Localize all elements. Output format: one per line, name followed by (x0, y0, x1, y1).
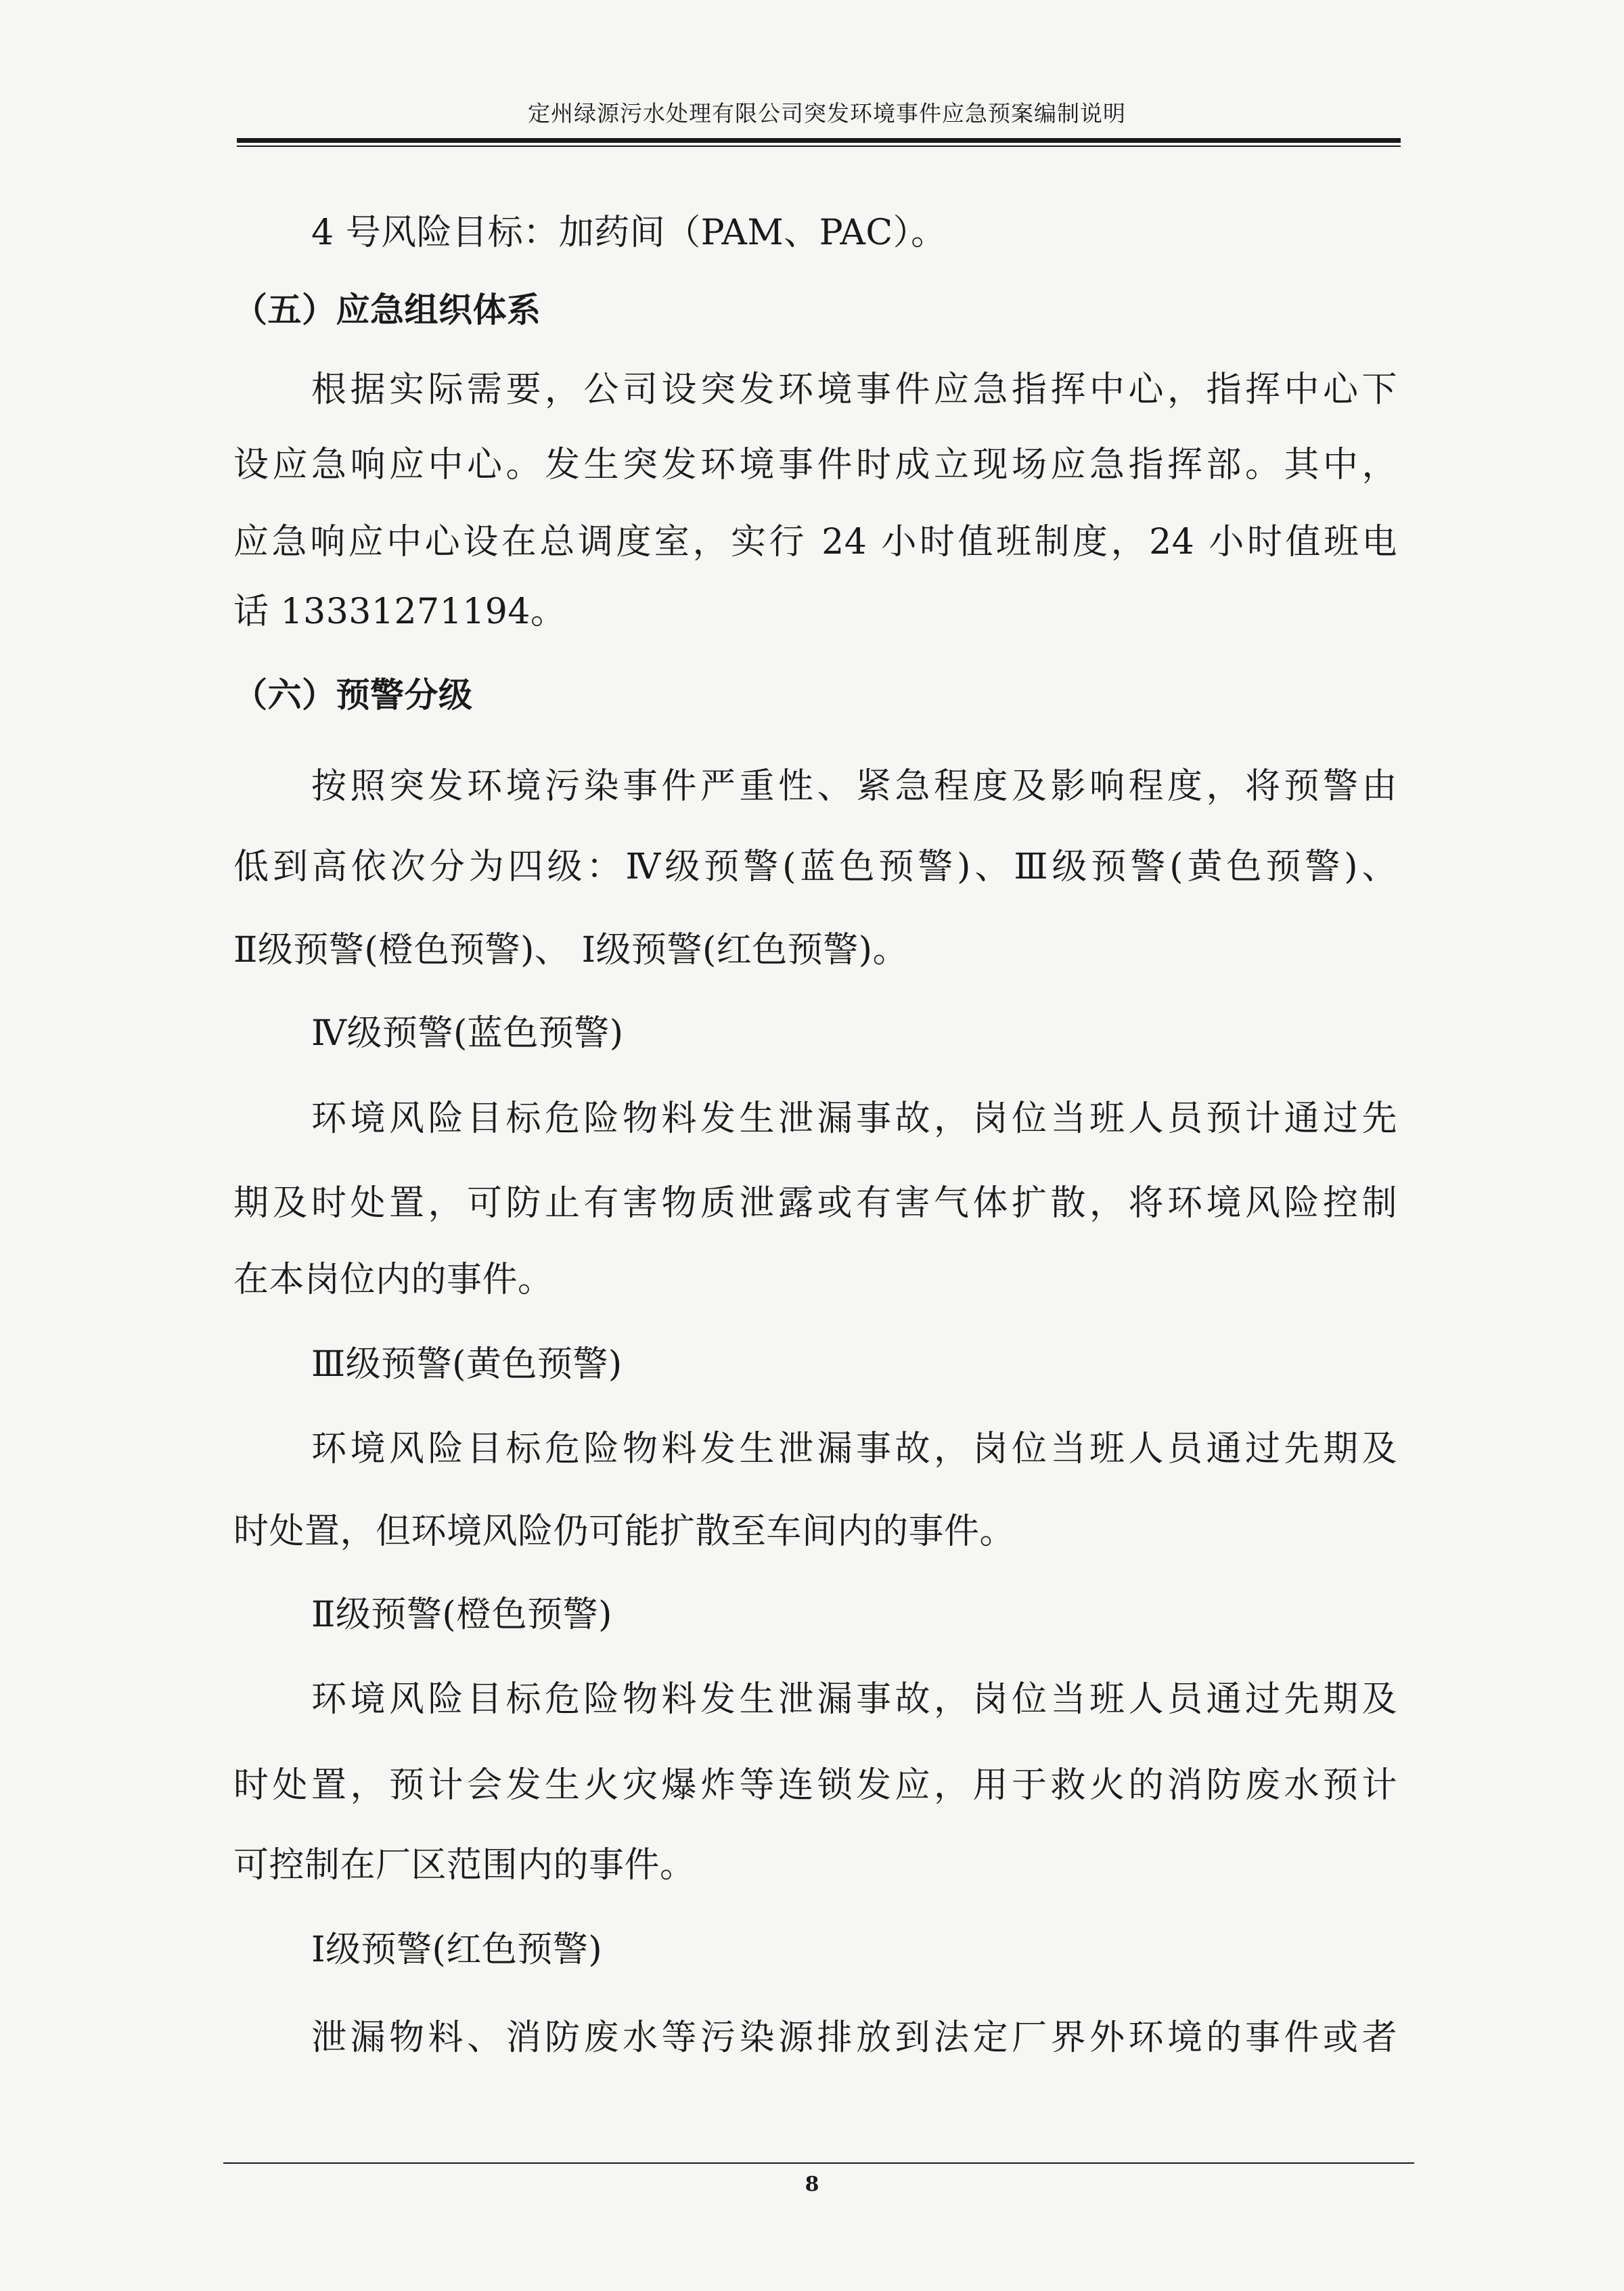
paragraph-line: 话 13331271194。 (233, 592, 566, 632)
paragraph-line: 期及时处置，可防止有害物质泄露或有害气体扩散，将环境风险控制 (233, 1183, 1397, 1224)
paragraph-line: 根据实际需要，公司设突发环境事件应急指挥中心，指挥中心下 (311, 370, 1397, 410)
header-rule (237, 138, 1401, 143)
paragraph-line: 时处置，但环境风险仍可能扩散至车间内的事件。 (233, 1511, 1016, 1552)
paragraph-line: 环境风险目标危险物料发生泄漏事故，岗位当班人员通过先期及 (311, 1679, 1397, 1720)
paragraph-line: 时处置，预计会发生火灾爆炸等连锁发应，用于救火的消防废水预计 (233, 1765, 1397, 1806)
footer-rule (223, 2162, 1414, 2164)
paragraph-line: 在本岗位内的事件。 (233, 1260, 554, 1300)
paragraph-line: 4 号风险目标：加药间（PAM、PAC）。 (311, 213, 947, 253)
paragraph-line: 低到高依次分为四级：Ⅳ级预警(蓝色预警)、Ⅲ级预警(黄色预警)、 (233, 847, 1397, 887)
paragraph-line: 应急响应中心设在总调度室，实行 24 小时值班制度，24 小时值班电 (233, 522, 1397, 562)
warning-level-title: Ⅱ级预警(橙色预警) (311, 1595, 612, 1635)
section-heading: （五）应急组织体系 (233, 290, 541, 330)
section-heading: （六）预警分级 (233, 675, 473, 715)
page-number: 8 (805, 2173, 819, 2196)
paragraph-line: 按照突发环境污染事件严重性、紧急程度及影响程度，将预警由 (311, 766, 1397, 807)
warning-level-title: Ⅲ级预警(黄色预警) (311, 1344, 623, 1385)
header-rule-thin (237, 146, 1401, 147)
warning-level-title: Ⅳ级预警(蓝色预警) (311, 1013, 624, 1054)
paragraph-line: 环境风险目标危险物料发生泄漏事故，岗位当班人员通过先期及 (311, 1429, 1397, 1469)
warning-level-title: Ⅰ级预警(红色预警) (311, 1930, 603, 1970)
paragraph-line: Ⅱ级预警(橙色预警)、 Ⅰ级预警(红色预警)。 (233, 930, 909, 971)
paragraph-line: 环境风险目标危险物料发生泄漏事故，岗位当班人员预计通过先 (311, 1098, 1397, 1139)
running-header: 定州绿源污水处理有限公司突发环境事件应急预案编制说明 (528, 100, 1126, 127)
paragraph-line: 设应急响应中心。发生突发环境事件时成立现场应急指挥部。其中， (233, 445, 1397, 485)
paragraph-line: 可控制在厂区范围内的事件。 (233, 1845, 696, 1886)
paragraph-line: 泄漏物料、消防废水等污染源排放到法定厂界外环境的事件或者 (311, 2018, 1397, 2058)
